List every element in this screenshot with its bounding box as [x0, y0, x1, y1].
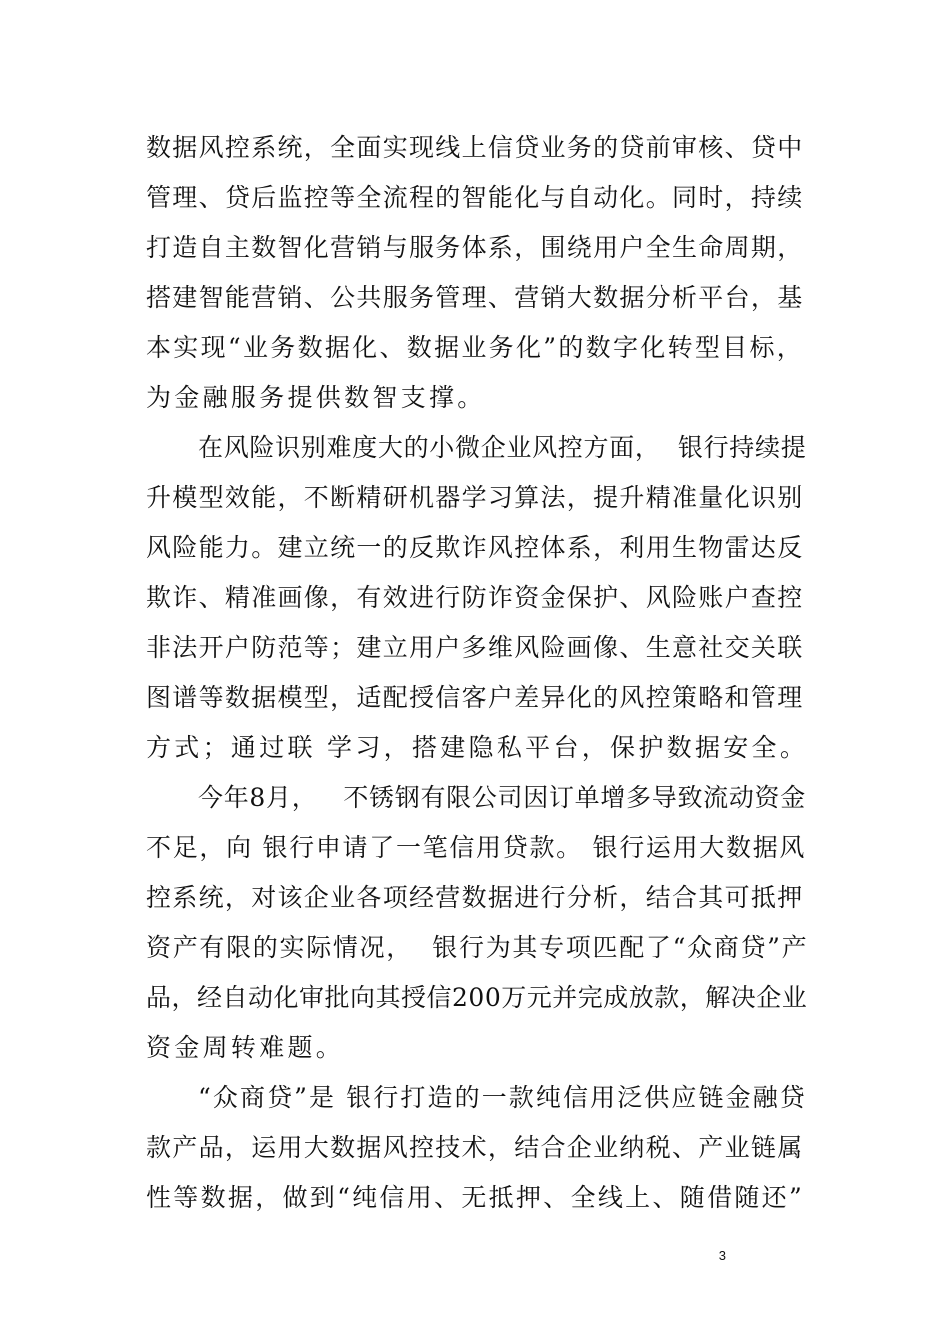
text-line: 搭建智能营销、公共服务管理、营销大数据分析平台，基 — [146, 283, 804, 312]
text-line: 数据风控系统，全面实现线上信贷业务的贷前审核、贷中 — [146, 133, 804, 162]
text-line: 资金周转难题。 — [146, 1033, 345, 1062]
text-line: 欺诈、精准画像，有效进行防诈资金保护、风险账户查控 — [146, 583, 804, 612]
text-line: 风险能力。建立统一的反欺诈风控体系，利用生物雷达反 — [146, 533, 804, 562]
text-line: 管理、贷后监控等全流程的智能化与自动化。同时，持续 — [146, 183, 804, 212]
paragraph-first-line: “众商贷”是 银行打造的一款纯信用泛供应链金融贷 — [198, 1083, 807, 1112]
text-line: 本实现“业务数据化、数据业务化”的数字化转型目标， — [146, 333, 805, 362]
text-line: 为金融服务提供数智支撑。 — [146, 383, 486, 412]
text-line: 性等数据，做到“纯信用、无抵押、全线上、随借随还” — [146, 1183, 805, 1212]
page-number: 3 — [718, 1248, 726, 1263]
text-line: 打造自主数智化营销与服务体系，围绕用户全生命周期， — [146, 233, 804, 262]
text-line: 方式；通过联 学习，搭建隐私平台，保护数据安全。 — [146, 733, 809, 762]
text-line: 升模型效能，不断精研机器学习算法，提升精准量化识别 — [146, 483, 804, 512]
paragraph-first-line: 在风险识别难度大的小微企业风控方面， 银行持续提 — [198, 433, 807, 462]
text-line: 品，经自动化审批向其授信200万元并完成放款，解决企业 — [146, 983, 808, 1012]
text-line: 控系统，对该企业各项经营数据进行分析，结合其可抵押 — [146, 883, 804, 912]
text-line: 款产品，运用大数据风控技术，结合企业纳税、产业链属 — [146, 1133, 804, 1162]
text-line: 非法开户防范等；建立用户多维风险画像、生意社交关联 — [146, 633, 804, 662]
text-line: 图谱等数据模型，适配授信客户差异化的风控策略和管理 — [146, 683, 804, 712]
text-line: 资产有限的实际情况， 银行为其专项匹配了“众商贷”产 — [146, 933, 809, 962]
text-line: 不足，向 银行申请了一笔信用贷款。 银行运用大数据风 — [146, 833, 807, 862]
paragraph-first-line: 今年8月， 不锈钢有限公司因订单增多导致流动资金 — [198, 783, 806, 812]
